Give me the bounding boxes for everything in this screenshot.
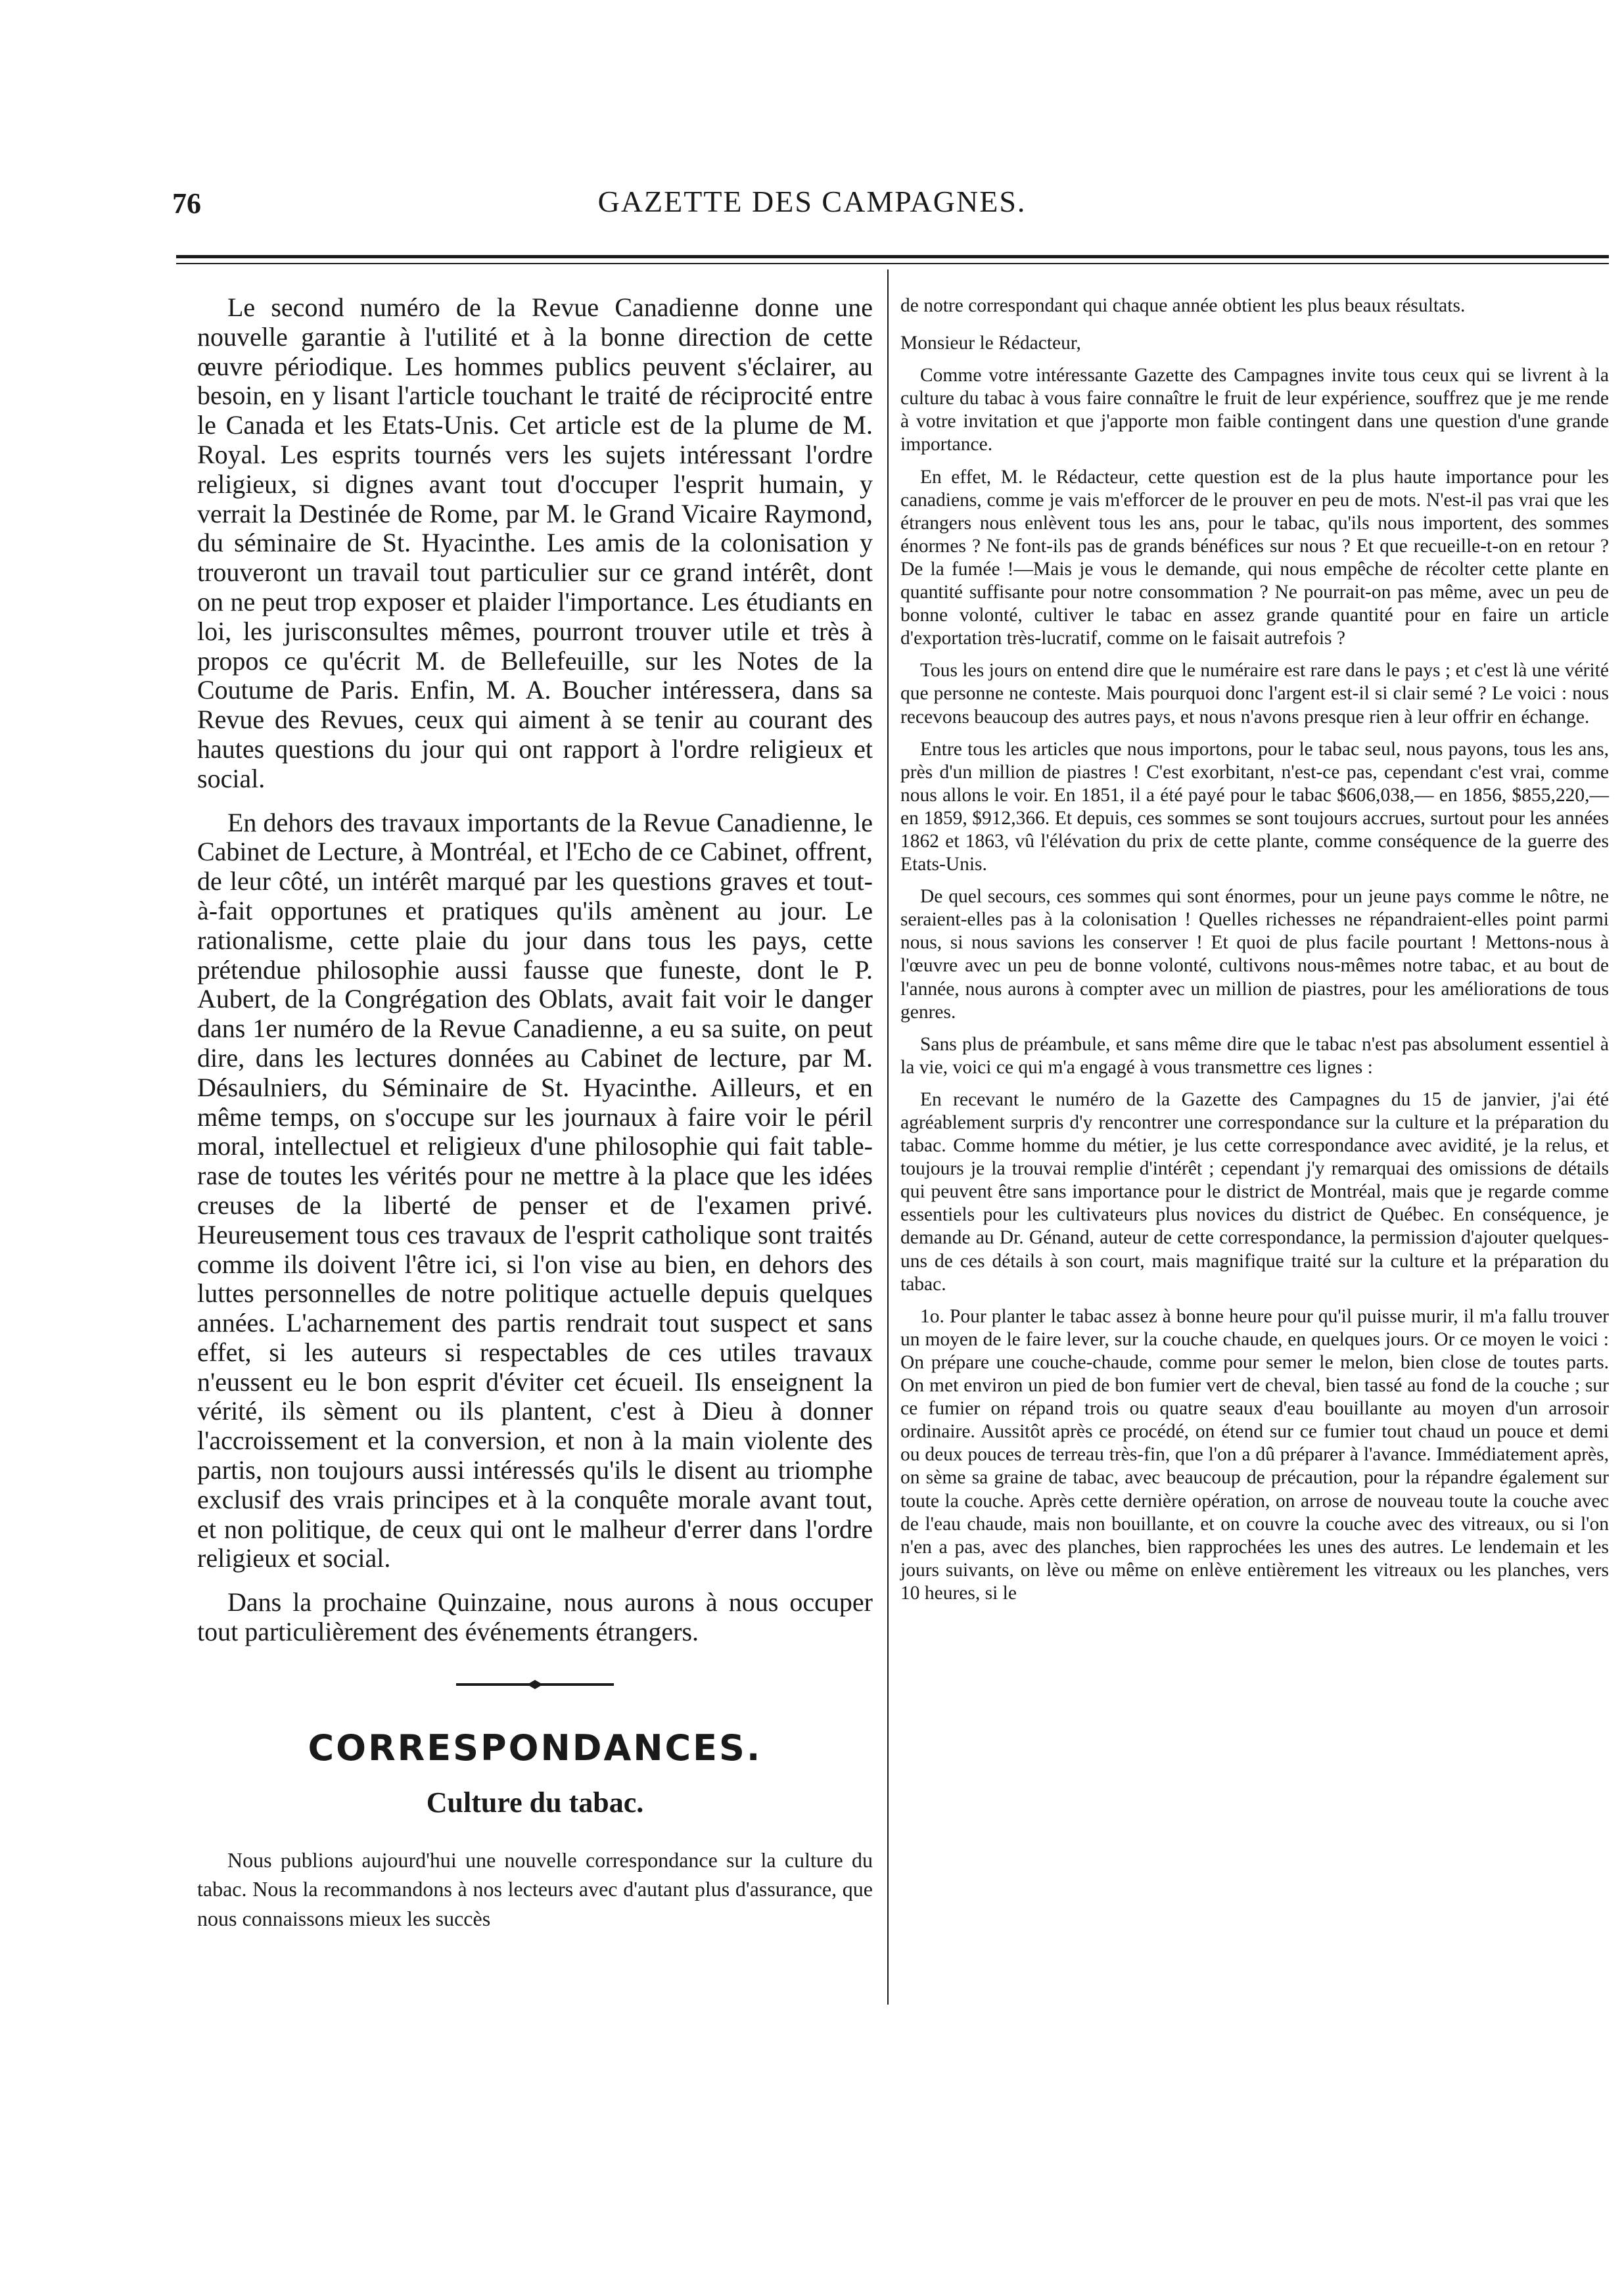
letter-paragraph: 1o. Pour planter le tabac assez à bonne heure pour qu'il puisse murir, il m'a fallu trouver un moyen de le faire lever, sur la couche chaude, en quelques jours. Or ce moyen le voici : On prépare une couche-chaude, comme pour semer le melon, bien close de toutes parts. On met environ un pied de bon fumier vert de cheval, bien tassé au fond de la couche ; sur ce fumier on répand trois ou quatre seaux d'eau bouillante au moyen d'un arrosoir ordinaire. Aussitôt après ce procédé, on étend sur ce fumier tout chaud un pouce et demi ou deux pouces de terreau très-fin, que l'on a dû préparer à l'avance. Immédiatement après, on sème sa graine de tabac, avec beaucoup de précaution, pour la répandre également sur toute la couche. Après cette dernière opération, on arrose de nouveau toute la couche avec de l'eau chaude, mais non bouillante, et on couvre la couche avec des vitreaux, ou si l'on n'en a pas, avec des planches, bien rapprochées les unes des autres. Le lendemain et les jours suivants, on lève ou même on enlève entièrement les vitreaux ou les planches, vers 10 heures, si le: [900, 1305, 1609, 1604]
letter-paragraph: De quel secours, ces sommes qui sont énormes, pour un jeune pays comme le nôtre, ne seraient-elles pas à la colonisation ! Quelles richesses ne répandraient-elles point parmi nous, si nous savions les conserver ! Et quoi de plus facile pourtant ! Mettons-nous à l'œuvre avec un peu de bonne volonté, cultivons nous-mêmes notre tabac, et au bout de l'année, nous aurons à compter avec un million de piastres, pour les améliorations de tous genres.: [900, 886, 1609, 1023]
letter-paragraph: En effet, M. le Rédacteur, cette question est de la plus haute importance pour les canadiens, comme je vais m'efforcer de le prouver en peu de mots. N'est-il pas vrai que les étrangers nous enlèvent tous les ans, pour le tabac, qu'ils nous importent, des sommes énormes ? Ne font-ils pas de grands bénéfices sur nous ? Et que recueille-t-on en retour ? De la fumée !—Mais je vous le demande, qui nous empêche de récolter cette plante en quantité suffisante pour notre consommation ? Ne pourrait-on pas même, avec un peu de bonne volonté, cultiver le tabac en assez grande quantité pour en faire un article d'exportation très-lucratif, comme on le faisait autrefois ?: [900, 466, 1609, 649]
paragraph-cabinet-lecture: En dehors des travaux importants de la Revue Canadienne, le Cabinet de Lecture, à Montréal, et l'Echo de ce Cabinet, offrent, de leur côté, un intérêt marqué par les questions graves et tout-à-fait opportunes et pratiques qu'ils amènent au jour. Le rationalisme, cette plaie du jour dans tous les pays, cette prétendue philosophie aussi fausse que funeste, dont le P. Aubert, de la Congrégation des Oblats, avait fait voir le danger dans 1er numéro de la Revue Canadienne, a eu sa suite, on peut dire, dans les lectures données au Cabinet de lecture, par M. Désaulniers, du Séminaire de St. Hyacinthe. Ailleurs, et en même temps, on s'occupe sur les journaux à faire voir le péril moral, intellectuel et religieux d'une philosophie qui fait table-rase de toutes les vérités pour ne mettre à la place que les idées creuses de la liberté de penser et de l'examen privé. Heureusement tous ces travaux de l'esprit catholique sont traités comme ils doivent l'être ici, si l'on vise au bien, en dehors des luttes personnelles de notre politique actuelle depuis quelques années. L'acharnement des partis rendrait tout suspect et sans effet, si les auteurs si respectables de ces utiles travaux n'eussent eu le bon esprit d'éviter cet écueil. Ils enseignent la vérité, ils sèment ou ils plantent, c'est à Dieu à donner l'accroissement et la conversion, et non à la main violente des partis, non toujours aussi intéressés qu'ils le disent au triomphe exclusif des vrais principes et à la conquête morale avant tout, et non politique, de ceux qui ont le malheur d'errer dans l'ordre religieux et social.: [197, 807, 873, 1573]
header-rule-thick: [176, 255, 1609, 258]
paragraph-quinzaine: Dans la prochaine Quinzaine, nous aurons à nous occuper tout particulièrement des événements étrangers.: [197, 1587, 873, 1647]
running-title: GAZETTE DES CAMPAGNES.: [597, 185, 1027, 218]
letter-paragraph: Comme votre intéressante Gazette des Campagnes invite tous ceux qui se livrent à la culture du tabac à vous faire connaître le fruit de leur expérience, souffrez que je me rende à votre invitation et que j'apporte mon faible contingent dans une question d'une grande importance.: [900, 365, 1609, 455]
page-number: 76: [172, 187, 201, 220]
paragraph-revue-canadienne: Le second numéro de la Revue Canadienne donne une nouvelle garantie à l'utilité et à la bonne direction de cette œuvre périodique. Les hommes publics peuvent s'éclairer, au besoin, en y lisant l'article touchant le traité de réciprocité entre le Canada et les Etats-Unis. Cet article est de la plume de M. Royal. Les esprits tournés vers les sujets intéressant l'ordre religieux, si dignes avant tout d'occuper l'esprit humain, y verrait la Destinée de Rome, par M. le Grand Vicaire Raymond, du séminaire de St. Hyacinthe. Les amis de la colonisation y trouveront un travail tout particulier sur ce grand intérêt, dont on ne peut trop exposer et plaider l'importance. Les étudiants en loi, les jurisconsultes mêmes, pourront trouver utile et très à propos ce qu'écrit M. de Bellefeuille, sur les Notes de la Coutume de Paris. Enfin, M. A. Boucher intéressera, dans sa Revue des Revues, ceux qui aiment à se tenir au courant des hautes questions du jour qui ont rapport à l'ordre religieux et social.: [197, 292, 873, 793]
letter-paragraph: En recevant le numéro de la Gazette des Campagnes du 15 de janvier, j'ai été agréablement surpris d'y rencontrer une correspondance sur la culture et la préparation du tabac. Comme homme du métier, je lus cette correspondance avec avidité, je la relus, et toujours je la trouvai remplie d'intérêt ; cependant j'y remarquai des omissions de détails qui peuvent être sans importance pour le district de Montréal, mais que je regarde comme essentiels pour les cultivateurs plus novices du district de Québec. En conséquence, je demande au Dr. Génand, auteur de cette correspondance, la permission d'ajouter quelques-uns de ces détails à son court, mais magnifique traité sur la culture et la préparation du tabac.: [900, 1088, 1609, 1295]
section-title: CORRESPONDANCES.: [308, 1727, 762, 1769]
section-subtitle: Culture du tabac.: [426, 1786, 644, 1819]
salutation: Monsieur le Rédacteur,: [900, 333, 1081, 354]
section-ornament: [456, 1680, 614, 1689]
intro-paragraph: Nous publions aujourd'hui une nouvelle correspondance sur la culture du tabac. Nous la recommandons à nos lecteurs avec d'autant plus d'assurance, que nous connaissons mieux les succès: [197, 1848, 873, 1931]
right-column: [900, 294, 1609, 1614]
column-divider: [887, 269, 889, 2005]
left-column: [197, 293, 873, 1948]
letter-paragraph: Entre tous les articles que nous importons, pour le tabac seul, nous payons, tous les ans, près d'un million de piastres ! C'est exorbitant, n'est-ce pas, cependant c'est vrai, comme nous allons le voir. En 1851, il a été payé pour le tabac $606,038,— en 1856, $855,220,— en 1859, $912,366. Et depuis, ces sommes se sont toujours accrues, surtout pour les années 1862 et 1863, vû l'élévation du prix de cette plante, comme conséquence de la guerre des Etats-Unis.: [900, 738, 1609, 875]
letter-paragraph: Tous les jours on entend dire que le numéraire est rare dans le pays ; et c'est là une vérité que personne ne conteste. Mais pourquoi donc l'argent est-il si clair semé ? Le voici : nous recevons beaucoup des autres pays, et nous n'avons presque rien à leur offrir en échange.: [900, 660, 1609, 728]
continuation-text: de notre correspondant qui chaque année obtient les plus beaux résultats.: [900, 295, 1466, 316]
header-rule-thin: [176, 263, 1609, 264]
letter-paragraph: Sans plus de préambule, et sans même dire que le tabac n'est pas absolument essentiel à la vie, voici ce qui m'a engagé à vous transmettre ces lignes :: [900, 1033, 1609, 1078]
